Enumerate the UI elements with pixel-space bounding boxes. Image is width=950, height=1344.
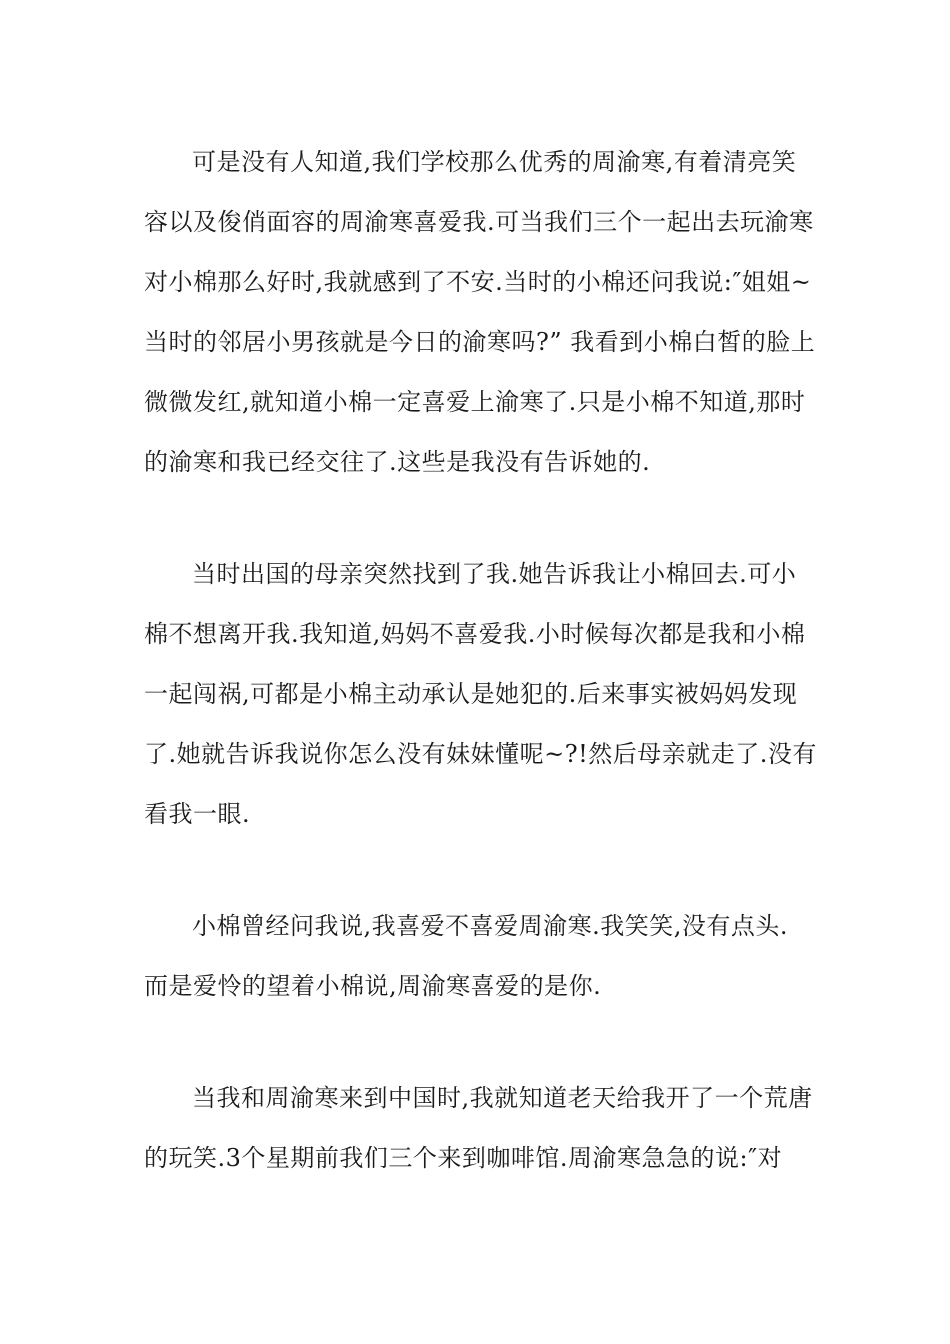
text-line: 一起闯祸,可都是小棉主动承认是她犯的.后来事实被妈妈发现 (144, 680, 798, 708)
text-line: 可是没有人知道,我们学校那么优秀的周渝寒,有着清亮笑 (192, 148, 797, 176)
text-line: 小棉曾经问我说,我喜爱不喜爱周渝寒.我笑笑,没有点头. (192, 912, 789, 940)
text-line: 棉不想离开我.我知道,妈妈不喜爱我.小时候每次都是我和小棉 (144, 620, 806, 648)
paragraph-spacer (144, 1016, 808, 1068)
paragraph-2 (144, 544, 817, 844)
text-line: 容以及俊俏面容的周渝寒喜爱我.可当我们三个一起出去玩渝寒 (144, 208, 814, 236)
text-line: 的渝寒和我已经交往了.这些是我没有告诉她的. (144, 448, 651, 476)
text-line: 了.她就告诉我说你怎么没有妹妹懂呢~?!然后母亲就走了.没有 (144, 740, 817, 768)
text-line: 微微发红,就知道小棉一定喜爱上渝寒了.只是小棉不知道,那时 (144, 388, 806, 416)
paragraph-spacer (144, 844, 808, 896)
paragraph-1 (144, 132, 816, 492)
paragraph-4 (144, 1068, 813, 1188)
text-line: 对小棉那么好时,我就感到了不安.当时的小棉还问我说:″姐姐~ (144, 268, 812, 296)
text-line: 当时出国的母亲突然找到了我.她告诉我让小棉回去.可小 (192, 560, 797, 588)
text-line: 看我一眼. (144, 800, 251, 828)
paragraph-spacer (144, 492, 808, 544)
text-line: 当时的邻居小男孩就是今日的渝寒吗?” 我看到小棉白皙的脸上 (144, 328, 816, 356)
text-line: 当我和周渝寒来到中国时,我就知道老天给我开了一个荒唐 (192, 1084, 813, 1112)
text-line: 的玩笑.3个星期前我们三个来到咖啡馆.周渝寒急急的说:″对 (144, 1144, 783, 1172)
body-text (144, 132, 817, 1188)
paragraph-3 (144, 896, 808, 1016)
text-line: 而是爱怜的望着小棉说,周渝寒喜爱的是你. (144, 972, 602, 1000)
